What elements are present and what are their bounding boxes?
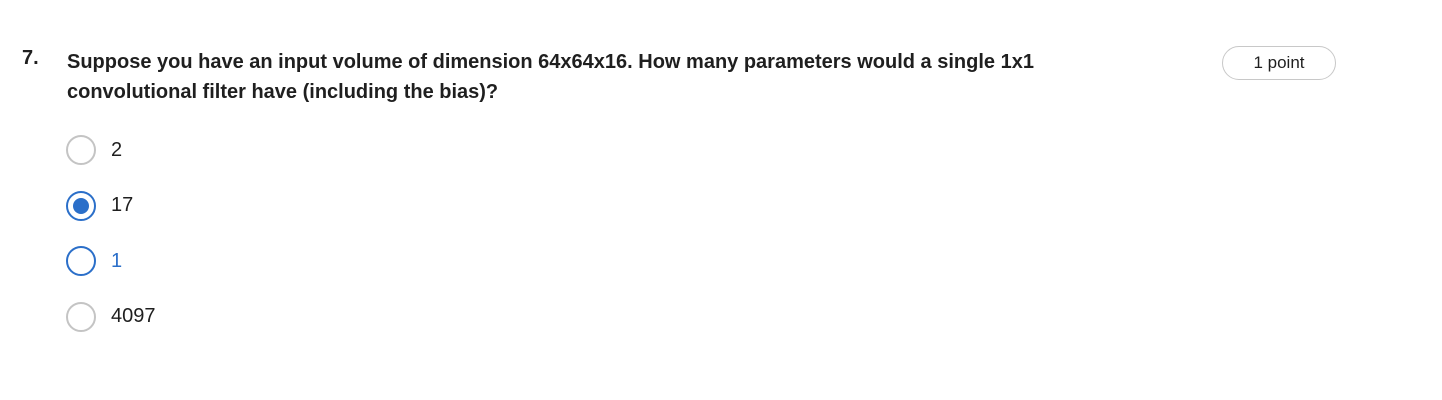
question-number: 7. xyxy=(22,47,39,69)
option-label: 1 xyxy=(111,249,123,272)
option-label: 4097 xyxy=(111,305,156,327)
option-label: 2 xyxy=(111,138,123,161)
option-4097[interactable] xyxy=(66,301,156,333)
radio-button[interactable] xyxy=(66,302,96,332)
radio-button-selected[interactable] xyxy=(66,191,96,221)
option-17[interactable] xyxy=(66,190,156,222)
option-2[interactable] xyxy=(66,134,156,166)
answer-options xyxy=(66,134,156,356)
option-1[interactable] xyxy=(66,245,156,277)
points-badge: 1 point xyxy=(1222,46,1336,80)
radio-button[interactable] xyxy=(66,135,96,165)
radio-button-focused[interactable] xyxy=(66,246,96,276)
option-label: 17 xyxy=(111,194,134,216)
question-text: Suppose you have an input volume of dimension 64x64x16. How many parameters would a single 1x1 convolutional filter have (including the bias)? xyxy=(67,51,1034,103)
